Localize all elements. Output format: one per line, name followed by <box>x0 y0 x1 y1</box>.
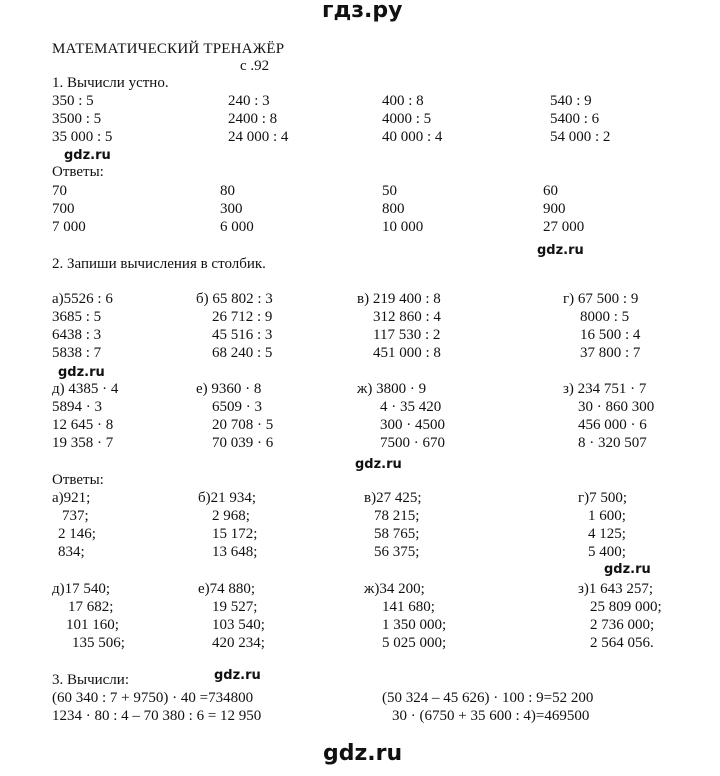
section2-heading: 2. Запиши вычисления в столбик. <box>52 256 266 272</box>
s2-expr: 26 712 : 9 <box>212 309 273 325</box>
s1-expr: 24 000 : 4 <box>228 129 289 145</box>
s2-answer: 2 564 056. <box>590 635 654 651</box>
watermark-small: gdz.ru <box>64 148 111 163</box>
s1-expr: 2400 : 8 <box>228 111 278 127</box>
s2-answers-label: Ответы: <box>52 472 104 488</box>
s2-answer: 135 506; <box>72 635 125 651</box>
s1-answer: 27 000 <box>543 219 585 235</box>
s2-expr: е) 9360 · 8 <box>196 381 262 397</box>
s1-expr: 240 : 3 <box>228 93 270 109</box>
s2-answer: 15 172; <box>212 526 258 542</box>
s2-answer: 58 765; <box>374 526 420 542</box>
s2-answer: ж)34 200; <box>364 581 425 597</box>
watermark-small: gdz.ru <box>355 457 402 472</box>
s2-answer: г)7 500; <box>578 490 628 506</box>
s2-expr: 37 800 : 7 <box>580 345 641 361</box>
s3-expression: 1234 · 80 : 4 – 70 380 : 6 = 12 950 <box>52 708 262 724</box>
s2-answer: 103 540; <box>212 617 265 633</box>
watermark-small: gdz.ru <box>58 365 105 380</box>
s2-expr: ж) 3800 · 9 <box>357 381 427 397</box>
s2-answer: 78 215; <box>374 508 420 524</box>
s2-answer: 834; <box>58 544 85 560</box>
s2-expr: 8000 : 5 <box>580 309 630 325</box>
s2-expr: з) 234 751 · 7 <box>563 381 647 397</box>
s2-expr: 300 · 4500 <box>380 417 445 433</box>
watermark-small: gdz.ru <box>604 562 651 577</box>
s2-expr: 456 000 · 6 <box>578 417 647 433</box>
s2-expr: 45 516 : 3 <box>212 327 273 343</box>
s2-expr: 20 708 · 5 <box>212 417 274 433</box>
s2-answer: в)27 425; <box>364 490 422 506</box>
s2-answer: а)921; <box>52 490 91 506</box>
s2-answer: 4 125; <box>588 526 626 542</box>
s2-answer: 101 160; <box>66 617 119 633</box>
s2-expr: а)5526 : 6 <box>52 291 113 307</box>
s2-answer: 17 682; <box>68 599 114 615</box>
s2-answer: 5 025 000; <box>382 635 447 651</box>
s1-answer: 80 <box>220 183 235 199</box>
s3-expression: (50 324 – 45 626) · 100 : 9=52 200 <box>382 690 594 706</box>
s1-answers-label: Ответы: <box>52 164 104 180</box>
watermark-bottom: gdz.ru <box>323 741 403 766</box>
s1-expr: 4000 : 5 <box>382 111 432 127</box>
section3-heading: 3. Вычисли: <box>52 672 129 688</box>
s2-answer: 13 648; <box>212 544 258 560</box>
s2-answer: 2 736 000; <box>590 617 655 633</box>
s1-expr: 540 : 9 <box>550 93 592 109</box>
s1-answer: 60 <box>543 183 558 199</box>
s2-expr: 19 358 · 7 <box>52 435 114 451</box>
s2-answer: 420 234; <box>212 635 265 651</box>
s2-answer: 2 146; <box>58 526 96 542</box>
s1-expr: 3500 : 5 <box>52 111 102 127</box>
watermark-small: gdz.ru <box>537 243 584 258</box>
s2-expr: 6438 : 3 <box>52 327 102 343</box>
s2-expr: 4 · 35 420 <box>380 399 442 415</box>
s2-answer: е)74 880; <box>198 581 256 597</box>
page-reference: с .92 <box>240 58 270 74</box>
s2-answer: з)1 643 257; <box>578 581 654 597</box>
s2-expr: 451 000 : 8 <box>373 345 441 361</box>
s2-expr: 5838 : 7 <box>52 345 102 361</box>
s2-answer: 1 600; <box>588 508 626 524</box>
s2-expr: 68 240 : 5 <box>212 345 273 361</box>
s3-expression: (60 340 : 7 + 9750) · 40 =734800 <box>52 690 254 706</box>
s1-answer: 70 <box>52 183 67 199</box>
s2-expr: 30 · 860 300 <box>578 399 655 415</box>
s1-expr: 350 : 5 <box>52 93 94 109</box>
s2-expr: б) 65 802 : 3 <box>196 291 273 307</box>
s1-answer: 700 <box>52 201 75 217</box>
s2-expr: 70 039 · 6 <box>212 435 274 451</box>
s2-expr: д) 4385 · 4 <box>52 381 119 397</box>
s1-expr: 5400 : 6 <box>550 111 600 127</box>
page-title: МАТЕМАТИЧЕСКИЙ ТРЕНАЖЁР <box>52 41 285 57</box>
s2-answer: 2 968; <box>212 508 250 524</box>
s2-answer: 56 375; <box>374 544 420 560</box>
s2-answer: д)17 540; <box>52 581 111 597</box>
s2-expr: 117 530 : 2 <box>373 327 441 343</box>
s2-answer: б)21 934; <box>198 490 257 506</box>
s2-expr: 7500 · 670 <box>380 435 445 451</box>
s2-expr: 312 860 : 4 <box>373 309 441 325</box>
s1-expr: 400 : 8 <box>382 93 424 109</box>
s1-answer: 10 000 <box>382 219 424 235</box>
s1-answer: 300 <box>220 201 243 217</box>
s1-answer: 900 <box>543 201 566 217</box>
s1-expr: 54 000 : 2 <box>550 129 611 145</box>
s1-expr: 35 000 : 5 <box>52 129 113 145</box>
s2-expr: г) 67 500 : 9 <box>563 291 639 307</box>
s2-expr: 8 · 320 507 <box>578 435 647 451</box>
watermark-small: gdz.ru <box>214 668 261 683</box>
s2-answer: 141 680; <box>382 599 435 615</box>
s3-expression: 30 · (6750 + 35 600 : 4)=469500 <box>392 708 590 724</box>
s1-expr: 40 000 : 4 <box>382 129 443 145</box>
s1-answer: 6 000 <box>220 219 254 235</box>
s1-answer: 7 000 <box>52 219 86 235</box>
s2-answer: 19 527; <box>212 599 258 615</box>
s2-answer: 5 400; <box>588 544 626 560</box>
s2-expr: 5894 · 3 <box>52 399 102 415</box>
s2-expr: 6509 · 3 <box>212 399 262 415</box>
s2-expr: 16 500 : 4 <box>580 327 641 343</box>
watermark-top: гдз.ру <box>322 0 403 23</box>
s2-expr: 12 645 · 8 <box>52 417 114 433</box>
s2-expr: 3685 : 5 <box>52 309 102 325</box>
s2-answer: 1 350 000; <box>382 617 447 633</box>
section1-heading: 1. Вычисли устно. <box>52 75 169 91</box>
s2-expr: в) 219 400 : 8 <box>357 291 441 307</box>
s2-answer: 737; <box>62 508 89 524</box>
s2-answer: 25 809 000; <box>590 599 662 615</box>
s1-answer: 800 <box>382 201 405 217</box>
s1-answer: 50 <box>382 183 397 199</box>
